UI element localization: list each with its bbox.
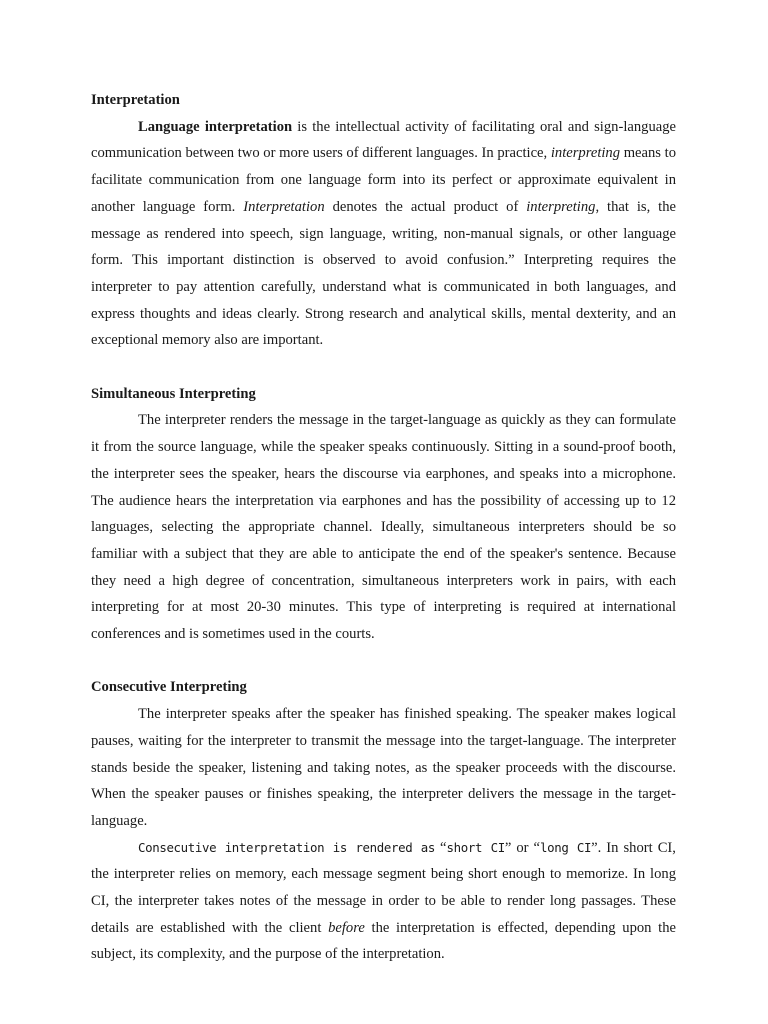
text-run-monospace: Consecutive interpretation is rendered as: [138, 839, 436, 855]
text-run: the interpretation is effected, depending upon the subject, its complexity, and the purpose of the interpretation.: [91, 919, 676, 963]
paragraph-interpretation-definition: [91, 114, 676, 354]
document-page: [91, 87, 676, 968]
section-spacer: [91, 354, 676, 381]
text-run: ” or “: [504, 839, 540, 856]
section-heading-simultaneous: Simultaneous Interpreting: [91, 385, 256, 402]
text-run: , that is, the message as rendered into speech, sign language, writing, non-manual signals, or other language form. This important distinction is observed to avoid confusion.” Interpreting requires the interpreter to pay attention carefully, understand what is communicated in both languages, and express thoughts and ideas clearly. Strong research and analytical skills, mental dexterity, and an exceptional memory also are important.: [91, 198, 676, 349]
emphasis-before: before: [328, 919, 365, 936]
term-language-interpretation: Language interpretation: [138, 118, 293, 135]
paragraph-simultaneous: The interpreter renders the message in the target-language as quickly as they can formulate it from the source language, while the speaker speaks continuously. Sitting in a sound-proof booth, the interpreter sees the speaker, hears the discourse via earphones, and speaks into a microphone. The audience hears the interpretation via earphones and has the possibility of accessing up to 12 languages, selecting the appropriate channel. Ideally, simultaneous interpreters should be so familiar with a subject that they are able to anticipate the end of the speaker's sentence. Because they need a high degree of concentration, simultaneous interpreters work in pairs, with each interpreting for at most 20-30 minutes. This type of interpreting is required at international conferences and is sometimes used in the courts.: [91, 412, 676, 643]
section-heading-interpretation: Interpretation: [91, 92, 180, 108]
emphasis-interpreting: interpreting: [526, 198, 596, 215]
section-heading-consecutive: Consecutive Interpreting: [91, 679, 247, 696]
emphasis-interpretation: Interpretation: [243, 198, 325, 215]
text-run: “: [435, 839, 447, 856]
text-run-monospace: short CI: [446, 839, 505, 855]
emphasis-interpreting: interpreting: [550, 145, 621, 162]
text-run: ”. In short CI, the interpreter relies on memory, each message segment being short enough to memorize. In long CI, the interpreter takes notes of the message in order to be able to render long passages. These details are established with the client: [91, 839, 676, 936]
paragraph-consecutive-2: [91, 835, 676, 969]
text-run-monospace: long CI: [539, 839, 592, 855]
section-spacer: [91, 648, 676, 675]
text-run: denotes the actual product of: [324, 198, 527, 215]
text-run: is the intellectual activity of facilitating oral and sign-language communication between two or more users of different languages. In practice,: [91, 118, 676, 162]
text-run: means to facilitate communication from one language form into its perfect or approximate equivalent in another language form.: [91, 145, 676, 215]
paragraph-consecutive-1: The interpreter speaks after the speaker has finished speaking. The speaker makes logical pauses, waiting for the interpreter to transmit the message into the target-language. The interpreter stands beside the speaker, listening and taking notes, as the speaker proceeds with the discourse. When the speaker pauses or finishes speaking, the interpreter delivers the message in the target-language.: [91, 706, 676, 829]
